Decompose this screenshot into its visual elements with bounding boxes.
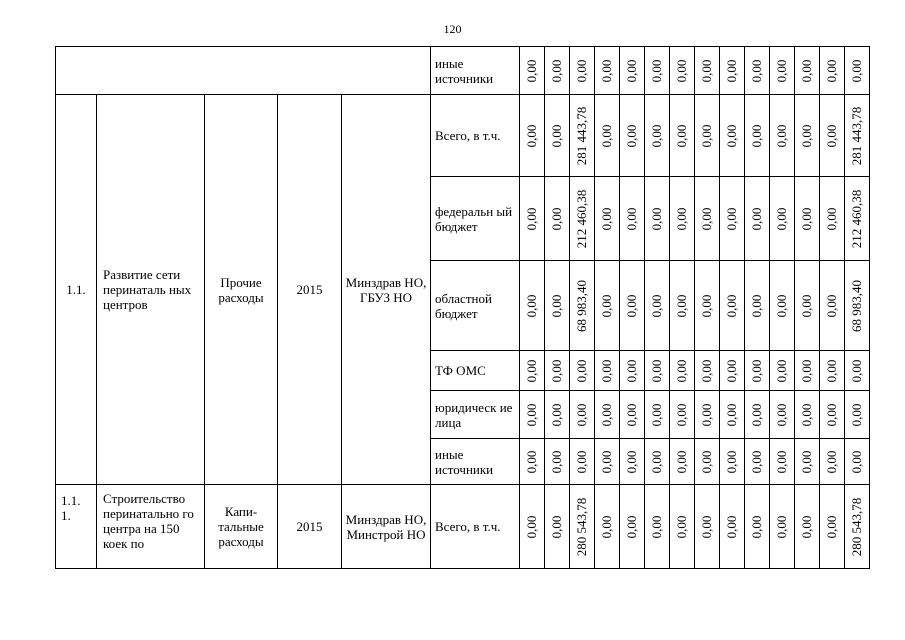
- value-text: 0,00: [649, 403, 664, 426]
- value-cell: [545, 391, 570, 439]
- value-cell: [820, 261, 845, 351]
- table-row: [56, 47, 870, 95]
- value-text: 0,00: [549, 450, 564, 473]
- expense-type: Капи- тальные расходы: [205, 485, 278, 569]
- value-text: 0,00: [699, 450, 714, 473]
- value-text: 0,00: [649, 359, 664, 382]
- item-year: 2015: [278, 485, 342, 569]
- value-cell: [570, 177, 595, 261]
- item-number: 1.1. 1.: [56, 485, 97, 569]
- value-text: 0,00: [774, 515, 789, 538]
- value-text: 0,00: [674, 207, 689, 230]
- value-cell: [595, 351, 620, 391]
- value-cell: [570, 351, 595, 391]
- value-cell: [845, 439, 870, 485]
- value-text: 0,00: [724, 124, 739, 147]
- value-text: 0,00: [524, 359, 539, 382]
- value-cell: [520, 351, 545, 391]
- value-cell: [670, 391, 695, 439]
- value-cell: [620, 391, 645, 439]
- value-cell: [545, 439, 570, 485]
- value-text: 0,00: [624, 403, 639, 426]
- value-cell: [670, 47, 695, 95]
- value-text: 0,00: [599, 403, 614, 426]
- value-text: 0,00: [574, 450, 589, 473]
- value-text: 68 983,40: [574, 279, 589, 332]
- value-text: 0,00: [774, 450, 789, 473]
- value-text: 0,00: [724, 403, 739, 426]
- value-text: 0,00: [699, 403, 714, 426]
- item-executor: Минздрав НО, Минстрой НО: [342, 485, 431, 569]
- value-cell: [820, 391, 845, 439]
- value-text: 0,00: [699, 59, 714, 82]
- value-text: 0,00: [674, 124, 689, 147]
- value-cell: [620, 485, 645, 569]
- value-cell: [545, 47, 570, 95]
- value-text: 0,00: [799, 450, 814, 473]
- item-name: Строительство перинатально го центра на 150 коек по: [97, 485, 205, 569]
- value-cell: [695, 47, 720, 95]
- value-cell: [520, 95, 545, 177]
- value-text: 0,00: [749, 59, 764, 82]
- value-text: 0,00: [524, 124, 539, 147]
- value-text: 0,00: [549, 403, 564, 426]
- value-text: 0,00: [749, 450, 764, 473]
- value-text: 0,00: [524, 294, 539, 317]
- value-cell: [695, 261, 720, 351]
- value-cell: [745, 439, 770, 485]
- value-cell: [770, 351, 795, 391]
- value-cell: [520, 439, 545, 485]
- value-text: 0,00: [849, 403, 864, 426]
- value-text: 68 983,40: [849, 279, 864, 332]
- value-text: 0,00: [524, 450, 539, 473]
- value-text: 0,00: [599, 124, 614, 147]
- value-text: 0,00: [674, 450, 689, 473]
- value-cell: [545, 485, 570, 569]
- source-cell: областной бюджет: [431, 261, 520, 351]
- value-text: 0,00: [599, 294, 614, 317]
- value-cell: [845, 391, 870, 439]
- value-text: 281 443,78: [849, 106, 864, 165]
- value-cell: [670, 177, 695, 261]
- value-cell: [795, 439, 820, 485]
- value-text: 0,00: [524, 403, 539, 426]
- value-text: 0,00: [724, 207, 739, 230]
- value-text: 0,00: [599, 359, 614, 382]
- source-cell: иные источники: [431, 439, 520, 485]
- value-cell: [720, 95, 745, 177]
- value-text: 0,00: [724, 59, 739, 82]
- value-cell: [595, 261, 620, 351]
- value-text: 0,00: [574, 59, 589, 82]
- value-text: 0,00: [699, 359, 714, 382]
- value-cell: [595, 391, 620, 439]
- value-cell: [695, 391, 720, 439]
- value-cell: [545, 351, 570, 391]
- value-text: 280 543,78: [849, 497, 864, 556]
- value-cell: [545, 177, 570, 261]
- value-text: 0,00: [549, 294, 564, 317]
- value-text: 0,00: [649, 450, 664, 473]
- value-text: 0,00: [599, 207, 614, 230]
- source-cell: Всего, в т.ч.: [431, 485, 520, 569]
- value-cell: [820, 47, 845, 95]
- source-cell: иные источники: [431, 47, 520, 95]
- value-cell: [670, 261, 695, 351]
- value-cell: [670, 439, 695, 485]
- value-cell: [720, 47, 745, 95]
- value-text: 0,00: [624, 515, 639, 538]
- value-cell: [845, 261, 870, 351]
- table-row: [56, 485, 870, 569]
- value-cell: [570, 485, 595, 569]
- value-cell: [845, 485, 870, 569]
- value-cell: [695, 177, 720, 261]
- source-cell: ТФ ОМС: [431, 351, 520, 391]
- value-cell: [720, 485, 745, 569]
- item-executor: Минздрав НО, ГБУЗ НО: [342, 95, 431, 485]
- value-cell: [520, 391, 545, 439]
- value-cell: [595, 439, 620, 485]
- value-text: 0,00: [849, 59, 864, 82]
- value-cell: [620, 351, 645, 391]
- value-text: 0,00: [674, 294, 689, 317]
- value-cell: [570, 95, 595, 177]
- value-text: 212 460,38: [574, 189, 589, 248]
- value-text: 0,00: [824, 515, 839, 538]
- value-text: 0,00: [699, 124, 714, 147]
- value-text: 0,00: [774, 403, 789, 426]
- value-text: 0,00: [549, 207, 564, 230]
- value-cell: [670, 95, 695, 177]
- value-text: 0,00: [649, 207, 664, 230]
- value-text: 0,00: [799, 124, 814, 147]
- value-text: 0,00: [774, 207, 789, 230]
- value-cell: [520, 485, 545, 569]
- value-text: 0,00: [699, 294, 714, 317]
- value-text: 0,00: [799, 59, 814, 82]
- value-text: 0,00: [749, 294, 764, 317]
- value-cell: [795, 261, 820, 351]
- value-cell: [520, 261, 545, 351]
- value-cell: [770, 177, 795, 261]
- value-cell: [645, 391, 670, 439]
- value-cell: [545, 261, 570, 351]
- value-text: 0,00: [849, 359, 864, 382]
- value-text: 0,00: [649, 124, 664, 147]
- value-text: 0,00: [624, 294, 639, 317]
- source-cell: юридическ ие лица: [431, 391, 520, 439]
- continued-header-cell: [56, 47, 431, 95]
- value-text: 0,00: [824, 403, 839, 426]
- value-text: 0,00: [849, 450, 864, 473]
- value-text: 0,00: [824, 207, 839, 230]
- value-text: 0,00: [624, 207, 639, 230]
- value-text: 0,00: [824, 124, 839, 147]
- value-text: 280 543,78: [574, 497, 589, 556]
- value-cell: [545, 95, 570, 177]
- value-text: 0,00: [699, 207, 714, 230]
- value-cell: [570, 391, 595, 439]
- value-cell: [745, 391, 770, 439]
- value-text: 0,00: [649, 59, 664, 82]
- value-text: 0,00: [774, 359, 789, 382]
- value-text: 0,00: [549, 359, 564, 382]
- value-cell: [820, 95, 845, 177]
- value-text: 0,00: [674, 359, 689, 382]
- source-cell: Всего, в т.ч.: [431, 95, 520, 177]
- value-cell: [820, 177, 845, 261]
- value-text: 0,00: [749, 515, 764, 538]
- value-cell: [745, 95, 770, 177]
- value-cell: [645, 351, 670, 391]
- value-cell: [670, 485, 695, 569]
- value-cell: [645, 485, 670, 569]
- value-text: 0,00: [824, 59, 839, 82]
- value-cell: [595, 485, 620, 569]
- expense-type: Прочие расходы: [205, 95, 278, 485]
- value-text: 0,00: [649, 294, 664, 317]
- value-cell: [620, 47, 645, 95]
- value-text: 0,00: [674, 515, 689, 538]
- value-cell: [770, 47, 795, 95]
- page-number: 120: [443, 22, 462, 36]
- source-cell: федеральн ый бюджет: [431, 177, 520, 261]
- value-text: 0,00: [549, 59, 564, 82]
- value-cell: [795, 351, 820, 391]
- value-text: 212 460,38: [849, 189, 864, 248]
- value-cell: [570, 439, 595, 485]
- value-text: 0,00: [624, 59, 639, 82]
- value-cell: [770, 95, 795, 177]
- value-cell: [695, 351, 720, 391]
- value-text: 0,00: [649, 515, 664, 538]
- item-year: 2015: [278, 95, 342, 485]
- value-cell: [695, 439, 720, 485]
- value-text: 0,00: [824, 359, 839, 382]
- value-cell: [795, 485, 820, 569]
- value-text: 0,00: [549, 124, 564, 147]
- value-text: 0,00: [624, 450, 639, 473]
- value-text: 0,00: [574, 359, 589, 382]
- value-cell: [795, 47, 820, 95]
- value-text: 0,00: [624, 124, 639, 147]
- value-cell: [720, 177, 745, 261]
- value-cell: [795, 391, 820, 439]
- value-cell: [595, 47, 620, 95]
- value-cell: [745, 351, 770, 391]
- value-text: 0,00: [574, 403, 589, 426]
- value-text: 0,00: [599, 450, 614, 473]
- value-text: 0,00: [599, 59, 614, 82]
- value-cell: [745, 177, 770, 261]
- value-cell: [570, 261, 595, 351]
- value-cell: [520, 177, 545, 261]
- value-cell: [695, 95, 720, 177]
- value-cell: [645, 47, 670, 95]
- value-text: 0,00: [724, 515, 739, 538]
- value-text: 0,00: [524, 207, 539, 230]
- value-text: 0,00: [524, 59, 539, 82]
- value-cell: [570, 47, 595, 95]
- value-cell: [845, 47, 870, 95]
- value-cell: [645, 261, 670, 351]
- value-cell: [620, 439, 645, 485]
- table-row: [56, 95, 870, 177]
- value-text: 0,00: [699, 515, 714, 538]
- value-cell: [770, 485, 795, 569]
- value-text: 0,00: [749, 124, 764, 147]
- value-cell: [620, 177, 645, 261]
- value-text: 0,00: [774, 124, 789, 147]
- value-text: 0,00: [774, 59, 789, 82]
- value-text: 0,00: [824, 294, 839, 317]
- value-text: 0,00: [799, 294, 814, 317]
- value-cell: [745, 47, 770, 95]
- value-cell: [620, 261, 645, 351]
- value-cell: [820, 485, 845, 569]
- value-cell: [620, 95, 645, 177]
- value-text: 0,00: [749, 359, 764, 382]
- value-cell: [770, 439, 795, 485]
- value-cell: [645, 95, 670, 177]
- value-cell: [820, 439, 845, 485]
- value-cell: [845, 351, 870, 391]
- value-text: 0,00: [524, 515, 539, 538]
- value-cell: [695, 485, 720, 569]
- value-cell: [795, 95, 820, 177]
- value-cell: [595, 177, 620, 261]
- value-cell: [645, 439, 670, 485]
- value-text: 0,00: [674, 403, 689, 426]
- value-cell: [820, 351, 845, 391]
- budget-table: [55, 46, 870, 569]
- value-text: 0,00: [549, 515, 564, 538]
- item-number: 1.1.: [56, 95, 97, 485]
- value-cell: [845, 95, 870, 177]
- value-text: 0,00: [799, 359, 814, 382]
- value-cell: [645, 177, 670, 261]
- value-text: 0,00: [724, 450, 739, 473]
- value-cell: [795, 177, 820, 261]
- value-cell: [745, 485, 770, 569]
- value-cell: [745, 261, 770, 351]
- value-text: 0,00: [749, 403, 764, 426]
- value-text: 0,00: [799, 403, 814, 426]
- value-text: 0,00: [724, 359, 739, 382]
- value-cell: [520, 47, 545, 95]
- value-cell: [720, 351, 745, 391]
- value-text: 0,00: [599, 515, 614, 538]
- value-text: 0,00: [749, 207, 764, 230]
- value-text: 0,00: [724, 294, 739, 317]
- value-cell: [770, 261, 795, 351]
- value-text: 0,00: [799, 207, 814, 230]
- value-text: 281 443,78: [574, 106, 589, 165]
- value-text: 0,00: [799, 515, 814, 538]
- value-text: 0,00: [674, 59, 689, 82]
- value-text: 0,00: [624, 359, 639, 382]
- value-cell: [670, 351, 695, 391]
- value-text: 0,00: [824, 450, 839, 473]
- value-cell: [595, 95, 620, 177]
- value-cell: [720, 439, 745, 485]
- value-cell: [845, 177, 870, 261]
- value-cell: [720, 261, 745, 351]
- value-cell: [720, 391, 745, 439]
- value-text: 0,00: [774, 294, 789, 317]
- item-name: Развитие сети перинаталь ных центров: [97, 95, 205, 485]
- value-cell: [770, 391, 795, 439]
